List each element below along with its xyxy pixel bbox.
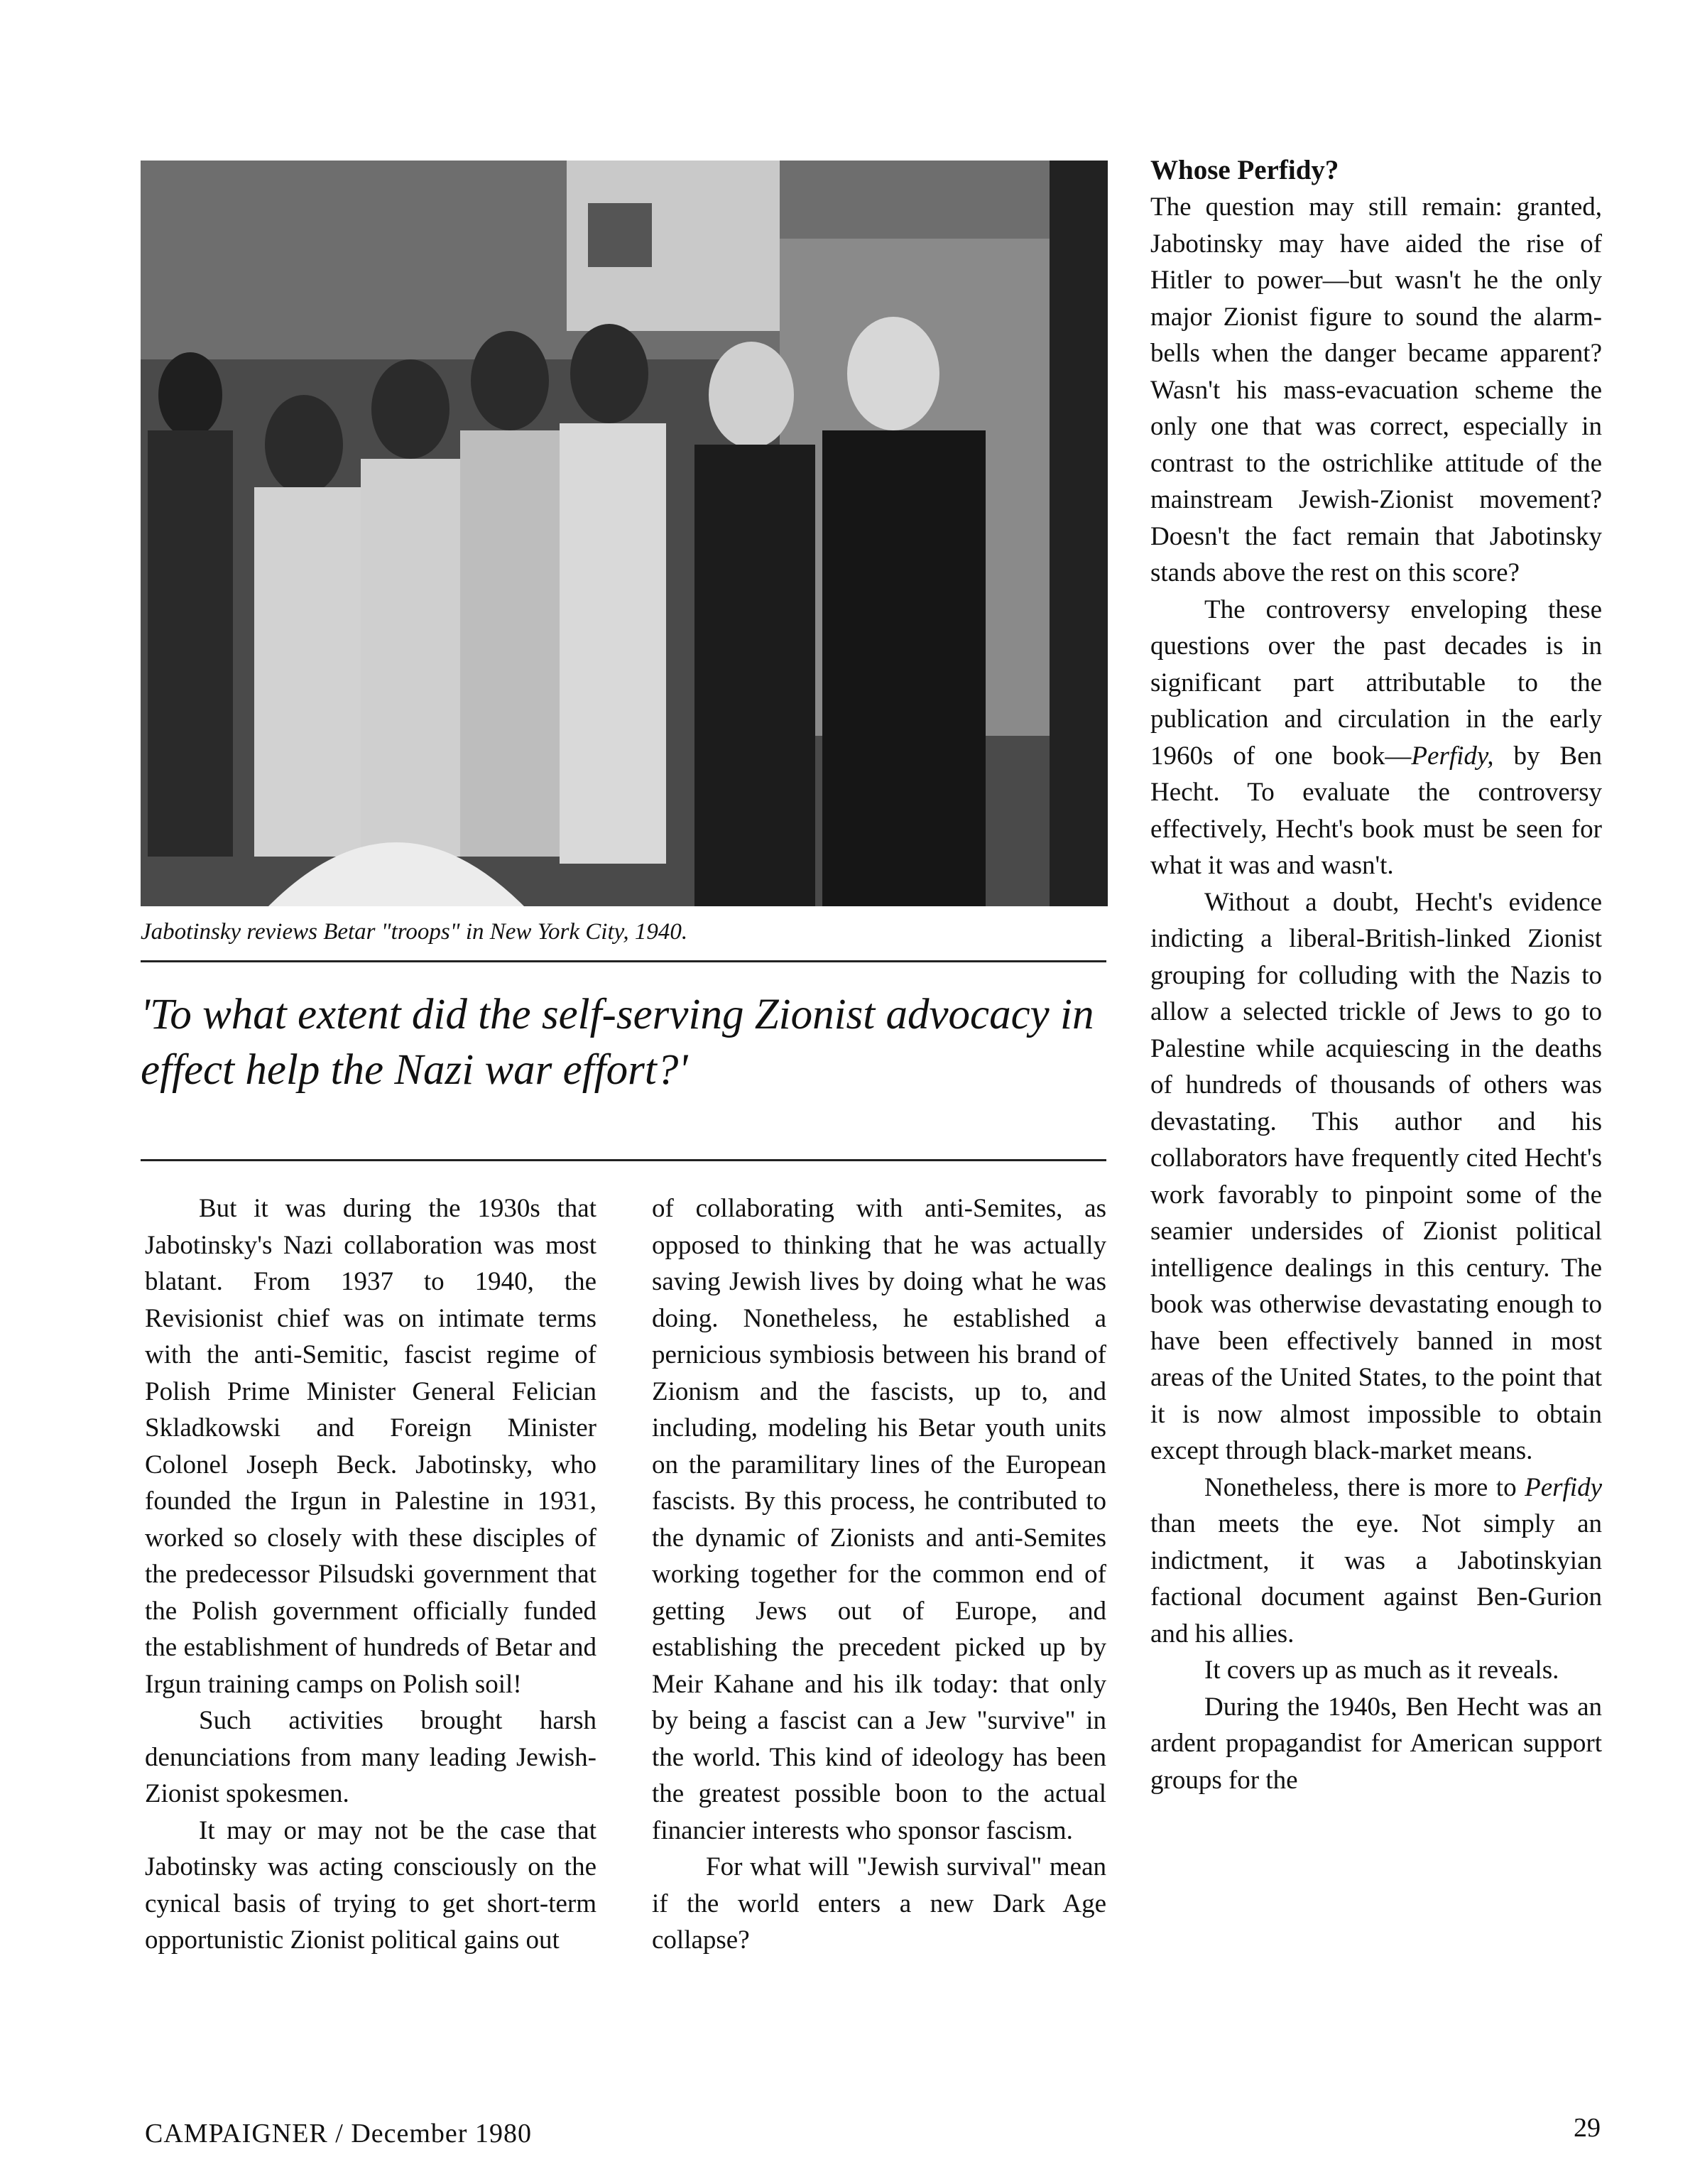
book-title: Perfidy,	[1411, 741, 1494, 771]
paragraph	[1150, 592, 1602, 884]
paragraph: It covers up as much as it reveals.	[1204, 1656, 1559, 1685]
paragraph: The question may still remain: granted, Jabotinsky may have aided the rise of Hitler to power—but wasn't he the only major Zionist figure to sound the alarm-bells when the danger became apparent? Wasn't his mass-evacuation scheme the only one that was correct, especially in contrast to the ostrichlike attitude of the mainstream Jewish-Zionist movement? Doesn't the fact remain that Jabotinsky stands above the rest on this score?	[1150, 192, 1602, 587]
bottom-rule	[141, 1159, 1106, 1161]
paragraph: But it was during the 1930s that Jabotinsky's Nazi collaboration was most blatant. From 1937 to 1940, the Revisionist chief was on intimate terms with the anti-Semitic, fascist regime of Polish Prime Minister General Felician Skladkowski and Foreign Minister Colonel Joseph Beck. Jabotinsky, who founded the Irgun in Palestine in 1931, worked so closely with these disciples of the predecessor Pilsudski government that the Polish government officially funded the establishment of hundreds of Betar and Irgun training camps on Polish soil!	[145, 1194, 596, 1699]
paragraph: of collaborating with anti-Semites, as opposed to thinking that he was actually saving Jewish lives by doing what he was doing. Nonetheless, he established a pernicious symbiosis between his brand of Zionism and the fascists, up to, and including, modeling his Betar youth units on the paramilitary lines of the European fascists. By this process, he contributed to the dynamic of Zionists and anti-Semites working together for the common end of getting Jews out of Europe, and establishing the precedent picked up by Meir Kahane and his ilk today: that only by being a fascist can a Jew "survive" in the world. This kind of ideology has been the greatest possible boon to the actual financier interests who sponsor fascism.	[652, 1194, 1106, 1845]
section-heading: Whose Perfidy?	[1150, 155, 1339, 185]
column-3	[1150, 152, 1602, 1798]
photo-illustration	[141, 161, 1108, 906]
column-2	[652, 1190, 1106, 1959]
pull-quote: 'To what extent did the self-serving Zionist advocacy in effect help the Nazi war effort?'	[141, 991, 1094, 1094]
paragraph: It may or may not be the case that Jabotinsky was acting consciously on the cynical basis of trying to get short-term opportunistic Zionist political gains out	[145, 1815, 596, 1955]
paragraph: For what will "Jewish survival" mean if the world enters a new Dark Age collapse?	[652, 1852, 1106, 1955]
text-run: by Ben Hecht. To evaluate the controversy effectively, Hecht's book must be seen for what it was and wasn't.	[1150, 741, 1602, 880]
publication-footer: CAMPAIGNER / December 1980	[145, 2119, 532, 2148]
paragraph: During the 1940s, Ben Hecht was an ardent propagandist for American support groups for the	[1150, 1692, 1602, 1795]
article-photo	[141, 161, 1108, 906]
text-run: than meets the eye. Not simply an indictment, it was a Jabotinskyian factional document against Ben-Gurion and his allies.	[1150, 1509, 1602, 1648]
top-rule	[141, 960, 1106, 962]
column-1	[145, 1190, 596, 1959]
photo-caption: Jabotinsky reviews Betar "troops" in New York City, 1940.	[141, 919, 688, 945]
paragraph: Such activities brought harsh denunciations from many leading Jewish-Zionist spokesmen.	[145, 1706, 596, 1808]
book-title: Perfidy	[1525, 1472, 1602, 1502]
paragraph	[1150, 1469, 1602, 1653]
paragraph: Without a doubt, Hecht's evidence indicting a liberal-British-linked Zionist grouping for colluding with the Nazis to allow a selected trickle of Jews to go to Palestine while acquiescing in the deaths of hundreds of thousands of others was devastating. This author and his collaborators have frequently cited Hecht's work favorably to pinpoint some of the seamier undersides of Zionist political intelligence dealings in this century. The book was otherwise devastating enough to have been effectively banned in most areas of the United States, to the point that it is now almost impossible to obtain except through black-market means.	[1150, 887, 1602, 1465]
text-run: The controversy enveloping these questions over the past decades is in significant part attributable to the publication and circulation in the early 1960s of one book—	[1150, 594, 1602, 771]
text-run: Nonetheless, there is more to	[1204, 1472, 1525, 1502]
page-number: 29	[1574, 2113, 1601, 2143]
